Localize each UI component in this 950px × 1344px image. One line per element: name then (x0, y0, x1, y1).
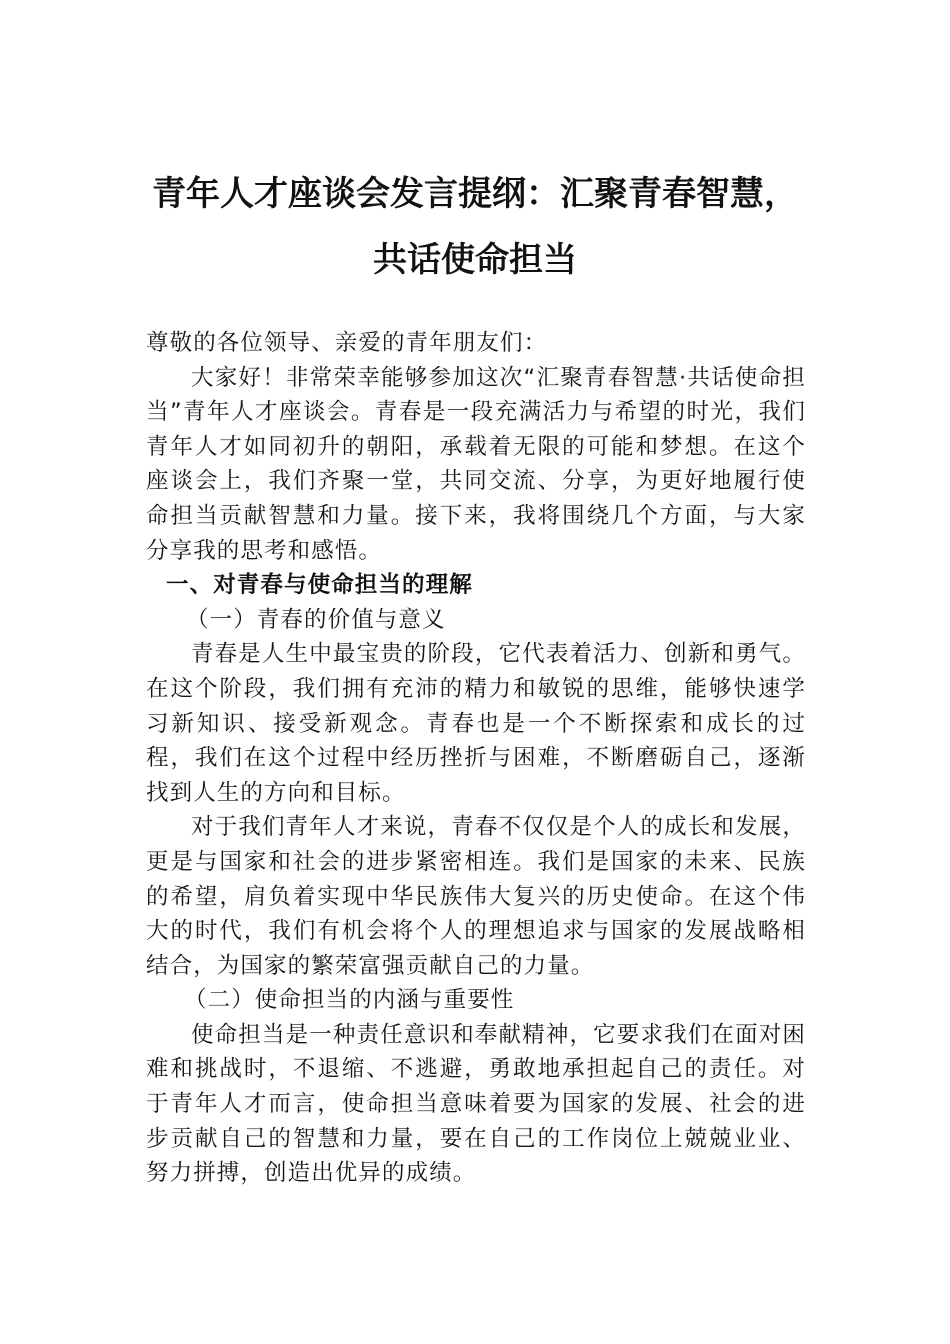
paragraph: 对于我们青年人才来说，青春不仅仅是个人的成长和发展，更是与国家和社会的进步紧密相连。我们是国家的未来、民族的希望，肩负着实现中华民族伟大复兴的历史使命。在这个伟大的时代，我们有机会将个人的理想追求与国家的发展战略相结合，为国家的繁荣富强贡献自己的力量。 (146, 814, 806, 979)
page-title-line-2: 共话使命担当 (373, 240, 577, 280)
page-title-line-1: 青年人才座谈会发言提纲：汇聚青春智慧， (152, 174, 798, 214)
subsection-heading-2: （二）使命担当的内涵与重要性 (184, 987, 515, 1014)
salutation: 尊敬的各位领导、亲爱的青年朋友们： (146, 330, 548, 356)
intro-paragraph: 大家好！非常荣幸能够参加这次“汇聚青春智慧·共话使命担当”青年人才座谈会。青春是一段充满活力与希望的时光，我们青年人才如同初升的朝阳，承载着无限的可能和梦想。在这个座谈会上，我们齐聚一堂，共同交流、分享，为更好地履行使命担当贡献智慧和力量。接下来，我将围绕几个方面，与大家分享我的思考和感悟。 (146, 364, 806, 564)
subsection-heading-1: （一）青春的价值与意义 (186, 606, 446, 633)
document-body (146, 326, 806, 1191)
paragraph: 青春是人生中最宝贵的阶段，它代表着活力、创新和勇气。在这个阶段，我们拥有充沛的精力和敏锐的思维，能够快速学习新知识、接受新观念。青春也是一个不断探索和成长的过程，我们在这个过程中经历挫折与困难，不断磨砺自己，逐渐找到人生的方向和目标。 (146, 641, 806, 806)
section-heading-1: 一、对青春与使命担当的理解 (166, 572, 473, 599)
paragraph: 使命担当是一种责任意识和奉献精神，它要求我们在面对困难和挑战时，不退缩、不逃避，勇敢地承担起自己的责任。对于青年人才而言，使命担当意味着要为国家的发展、社会的进步贡献自己的智慧和力量，要在自己的工作岗位上兢兢业业、努力拼搏，创造出优异的成绩。 (146, 1021, 806, 1187)
